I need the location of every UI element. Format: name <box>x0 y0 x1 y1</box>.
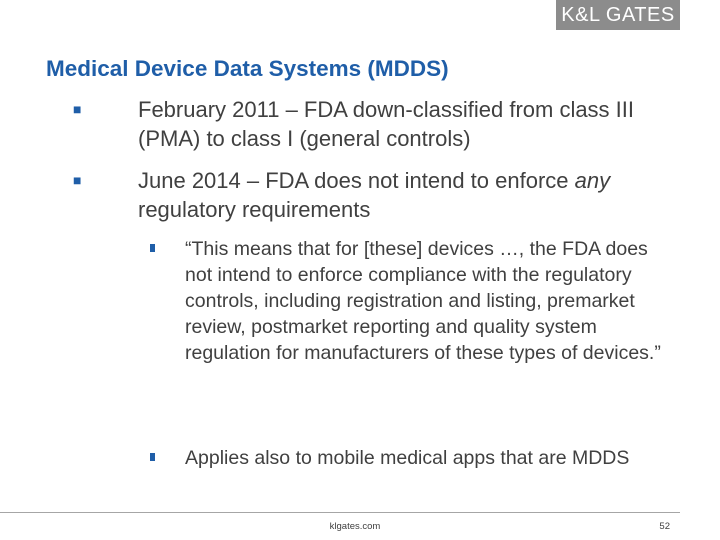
sub-bullet-text-2: Applies also to mobile medical apps that are MDDS <box>185 447 630 469</box>
bullet-item-2 <box>73 166 660 224</box>
logo-text: K&L GATES <box>561 3 675 26</box>
sub-bullet-item-2 <box>150 445 680 471</box>
kl-gates-logo <box>556 0 680 30</box>
bullet-text-1-content: February 2011 – FDA down-classified from class III (PMA) to class I (general controls) <box>138 97 635 151</box>
footer-website: klgates.com <box>329 521 381 532</box>
sub-bullet-text-1: “This means that for [these] devices …, the FDA does not intend to enforce compliance with the regulatory controls, including registration and listing, premarket review, postmarket reporting and quality system regulation for manufacturers of these types of devices.” <box>185 238 661 364</box>
bullet-text-2 <box>100 166 660 224</box>
slide-title: Medical Device Data Systems (MDDS) <box>46 56 449 81</box>
bullet-text-2-part-1: June 2014 – FDA does not intend to enforce <box>138 168 575 193</box>
bullet-text-1 <box>100 95 660 153</box>
square-bullet-icon: ■ <box>73 101 82 117</box>
page-number: 52 <box>659 521 670 532</box>
footer-divider <box>0 512 680 513</box>
small-square-bullet-icon <box>150 453 155 461</box>
small-square-bullet-icon <box>150 244 155 252</box>
sub-bullet-item-1 <box>150 236 680 366</box>
bullet-text-2-italic: any <box>574 168 611 193</box>
bullet-item-1 <box>73 95 660 153</box>
square-bullet-icon: ■ <box>73 172 82 188</box>
bullet-text-2-part-2: regulatory requirements <box>138 197 371 222</box>
